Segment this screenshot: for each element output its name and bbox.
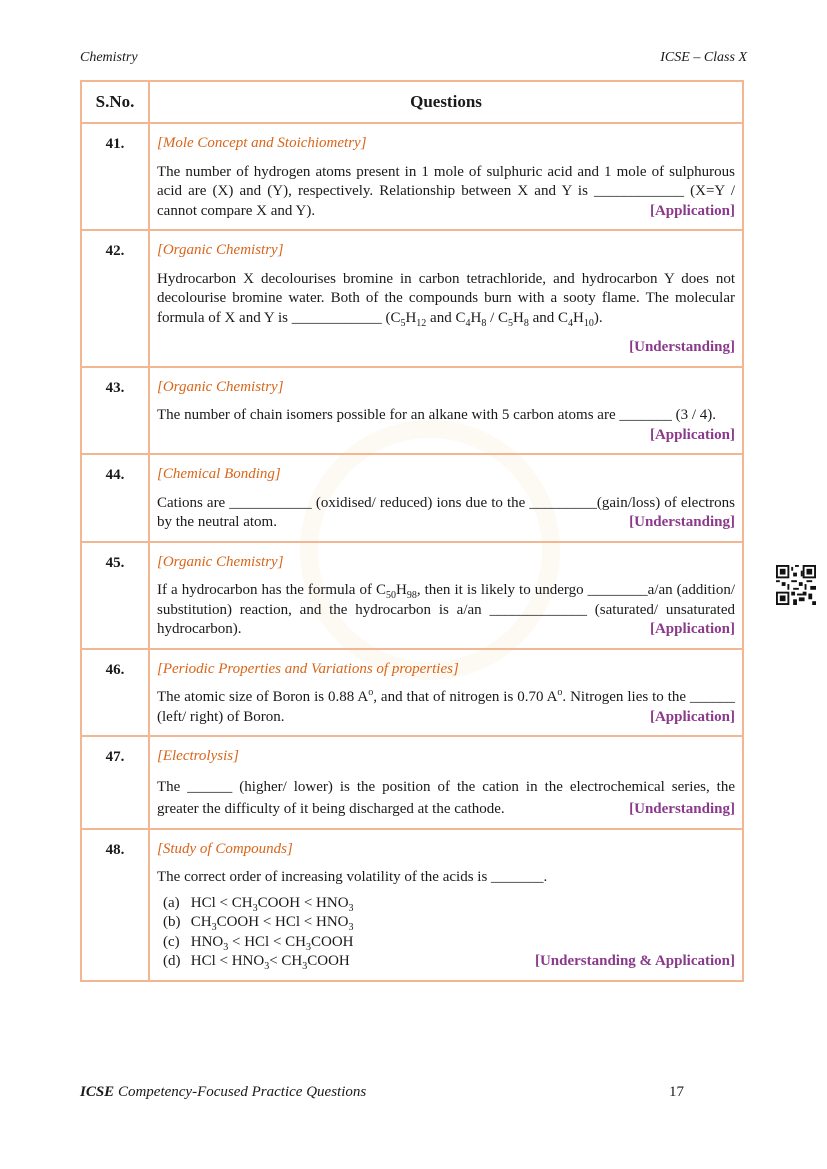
header-class: ICSE – Class X — [660, 50, 747, 65]
col-header-questions: Questions — [149, 81, 743, 123]
table-row — [81, 736, 743, 829]
question-level: [Application] — [649, 426, 735, 443]
question-level: [Application] — [649, 621, 735, 637]
footer-title: ICSE Competency-Focused Practice Questions — [80, 1084, 367, 1100]
option-c: (c) $HNO_3$ < HCl < $CH_3COOH$ — [163, 933, 354, 953]
options-list — [163, 894, 735, 972]
question-number: 43. — [81, 367, 149, 455]
question-level: [Understanding] — [629, 800, 735, 817]
question-number: 41. — [81, 123, 149, 230]
question-number: 48. — [81, 829, 149, 981]
table-row — [81, 649, 743, 737]
question-topic: [Organic Chemistry] — [157, 378, 284, 395]
question-topic: [Mole Concept and Stoichiometry] — [157, 135, 367, 151]
question-level: [Application] — [649, 202, 735, 219]
option-a: (a) HCl < $CH_3COOH < HNO_3$ — [163, 894, 354, 914]
question-number: 42. — [81, 230, 149, 367]
question-text: The correct order of increasing volatility of the acids is _______. — [157, 869, 548, 885]
question-topic: [Chemical Bonding] — [157, 466, 281, 482]
table-row — [81, 367, 743, 455]
question-text: The atomic size of Boron is 0.88 $A^o$, and that of nitrogen is 0.70 $A^o$. Nitrogen lies to the ______ (left/ right) of Boron. [Application] — [157, 688, 735, 727]
question-number: 45. — [81, 542, 149, 649]
question-level: [Application] — [649, 708, 735, 725]
question-level: [Understanding] — [629, 339, 735, 355]
qr-code-icon[interactable] — [776, 565, 816, 605]
question-text: The number of chain isomers possible for an alkane with 5 carbon atoms are _______ (3 / 4). — [157, 407, 717, 423]
questions-table — [80, 80, 744, 982]
table-row — [81, 123, 743, 230]
option-b: (b) $CH_3COOH$ < HCl < $HNO_3$ — [163, 914, 354, 933]
table-row — [81, 230, 743, 367]
question-topic: [Organic Chemistry] — [157, 242, 284, 258]
option-d: (d) HCl < $HNO_3<$ $CH_3COOH$ [Understanding & Application] — [163, 953, 735, 972]
question-text: If a hydrocarbon has the formula of $C_{50}H_{98}$, then it is likely to undergo ________a/an (addition/ substitution) reaction, and the hydrocarbon is a/an _____________ (saturated/ unsaturated hydrocarbon). [Application] — [157, 581, 735, 640]
col-header-sno: S.No. — [81, 81, 149, 123]
question-topic: [Study of Compounds] — [157, 840, 293, 857]
question-level: [Understanding] — [629, 514, 735, 530]
question-number: 44. — [81, 454, 149, 542]
header-subject: Chemistry — [80, 50, 138, 65]
table-header-row — [81, 81, 743, 123]
question-text: Cations are ___________ (oxidised/ reduced) ions due to the _________(gain/loss) of electrons by the neutral atom. — [157, 494, 735, 530]
table-row — [81, 829, 743, 981]
question-level: [Understanding & Application] — [534, 953, 735, 969]
question-text: Hydrocarbon X decolourises bromine in carbon tetrachloride, and hydrocarbon Y does not decolourise bromine water. Both of the compounds burn with a sooty flame. The molecular formula of X and Y is ____________ ($C_5H_{12}$ and $C_4H_8 / C_5H_8$ and $C_4H_{10}$). — [157, 270, 735, 329]
question-text: The ______ (higher/ lower) is the position of the cation in the electrochemical series, the greater the difficulty of it being discharged at the cathode. — [157, 778, 735, 817]
table-row — [81, 542, 743, 649]
question-number: 47. — [81, 736, 149, 829]
question-topic: [Electrolysis] — [157, 748, 239, 764]
table-row — [81, 454, 743, 542]
question-text: The number of hydrogen atoms present in 1 mole of sulphuric acid and 1 mole of sulphurous acid are (X) and (Y), respectively. Relationship between X and Y is ____________ (X=Y / cannot compare X and Y). [Application] — [157, 163, 735, 222]
question-number: 46. — [81, 649, 149, 737]
question-topic: [Organic Chemistry] — [157, 553, 284, 570]
question-topic: [Periodic Properties and Variations of properties] — [157, 660, 459, 677]
page-number: 17 — [669, 1084, 684, 1100]
